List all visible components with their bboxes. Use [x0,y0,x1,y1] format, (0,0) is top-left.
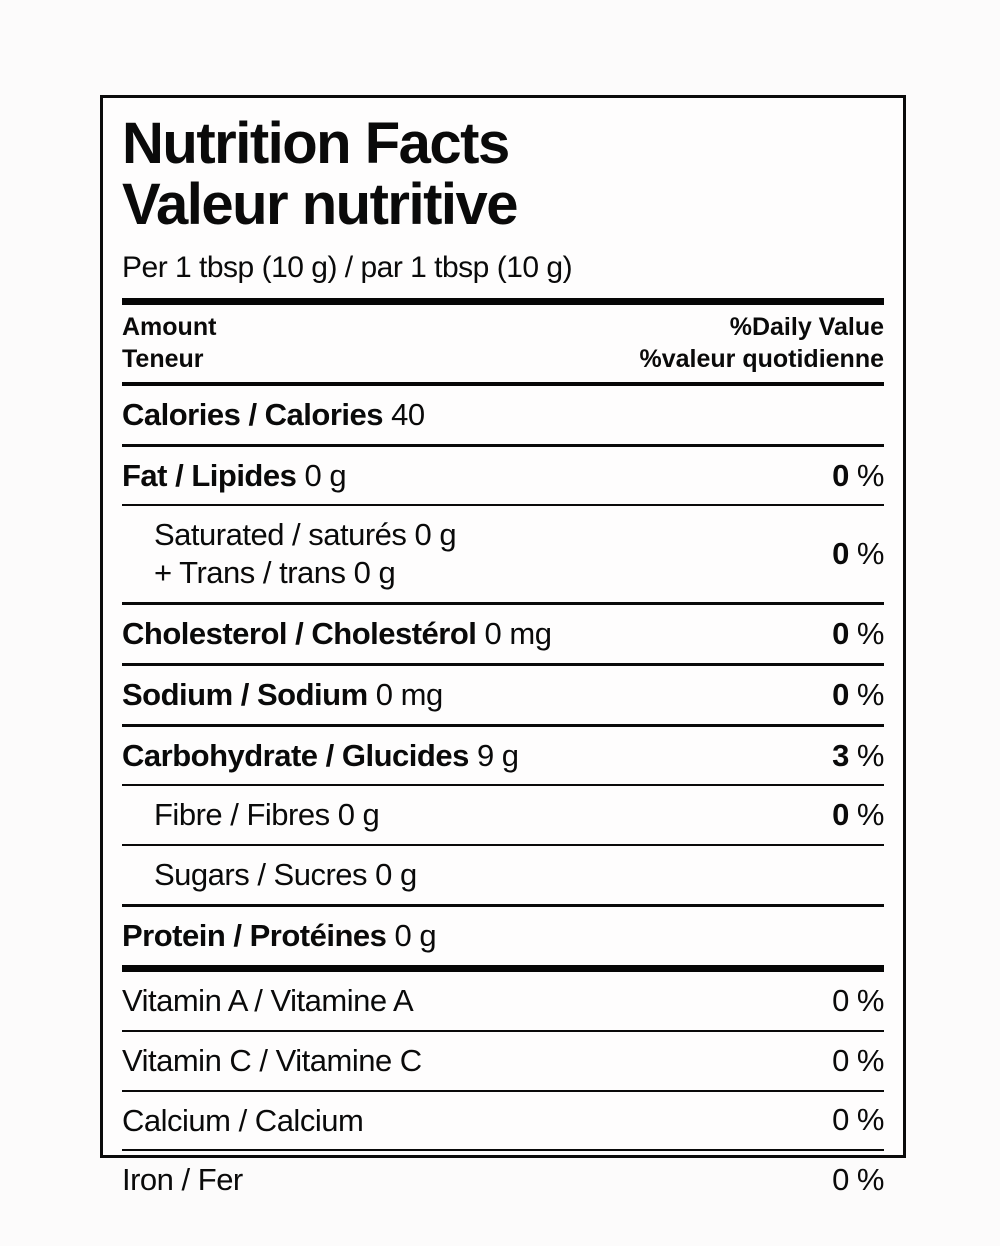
nutrient-row-vitamin-c [122,1030,884,1090]
nutrient-row-fat [122,444,884,505]
daily-value-vitamin-c: 0 % [832,1042,884,1078]
nutrient-row-carbohydrate [122,724,884,785]
nutrient-label-saturated-trans [122,516,822,592]
nutrient-label-line: Fat / Lipides 0 g [122,457,347,493]
daily-value-header [640,311,884,376]
column-header [122,298,884,386]
nutrient-label-line: Iron / Fer [122,1162,243,1198]
nutrient-label-carbohydrate [122,737,822,775]
nutrient-label-fat [122,457,822,495]
nutrient-row-sugars [122,844,884,904]
nutrient-label-calcium [122,1102,822,1140]
nutrient-label-sugars [122,856,884,894]
daily-value-header-fr: %valeur quotidienne [639,345,884,374]
nutrient-label-line: Fibre / Fibres 0 g [154,797,380,833]
nutrient-label-line: Cholesterol / Cholestérol 0 mg [122,616,552,652]
nutrient-row-saturated-trans [122,504,884,602]
nutrient-row-cholesterol [122,602,884,663]
nutrient-label-line: Protein / Protéines 0 g [122,918,437,954]
nutrient-label-line: Carbohydrate / Glucides 9 g [122,737,519,773]
nutrient-label-line: Sodium / Sodium 0 mg [122,676,443,712]
label-title-fr: Valeur nutritive [122,171,518,237]
daily-value-vitamin-a: 0 % [832,982,884,1018]
daily-value-sodium: 0 % [832,676,884,712]
label-title-en: Nutrition Facts [122,111,509,176]
daily-value-cholesterol: 0 % [832,615,884,651]
nutrient-label-cholesterol [122,615,822,653]
serving-size: Per 1 tbsp (10 g) / par 1 tbsp (10 g) [122,250,573,284]
nutrient-label-calories [122,396,884,434]
nutrient-row-calcium [122,1090,884,1150]
daily-value-fat: 0 % [832,457,884,493]
nutrient-label-protein [122,917,884,955]
nutrient-label-line: Saturated / saturés 0 g [154,517,457,553]
nutrient-label-iron [122,1161,822,1199]
nutrient-label-line: Calories / Calories 40 [122,396,425,432]
daily-value-carbohydrate: 3 % [832,737,884,773]
nutrient-label-line: Sugars / Sucres 0 g [154,857,417,893]
nutrient-rows [122,386,884,1209]
amount-header-en: Amount [122,312,217,341]
amount-header [122,311,216,376]
nutrient-label-sodium [122,676,822,714]
daily-value-saturated-trans: 0 % [832,536,884,572]
daily-value-header-en: %Daily Value [729,312,884,341]
nutrient-row-calories [122,386,884,444]
nutrient-row-protein [122,904,884,965]
nutrient-label-fibre [122,796,822,834]
daily-value-iron: 0 % [832,1162,884,1198]
daily-value-calcium: 0 % [832,1102,884,1138]
nutrient-row-sodium [122,663,884,724]
nutrient-label-line: Calcium / Calcium [122,1102,364,1138]
nutrient-label-line: Vitamin A / Vitamine A [122,982,414,1018]
nutrient-label-line: Vitamin C / Vitamine C [122,1042,422,1078]
daily-value-fibre: 0 % [832,797,884,833]
nutrition-facts-label [100,95,906,1198]
nutrient-label-vitamin-c [122,1042,822,1080]
nutrient-row-fibre [122,784,884,844]
nutrient-label-vitamin-a [122,982,822,1020]
amount-header-fr: Teneur [122,345,204,374]
nutrient-label-line: + Trans / trans 0 g [154,555,396,591]
nutrient-row-vitamin-a [122,965,884,1030]
nutrient-row-iron [122,1149,884,1209]
